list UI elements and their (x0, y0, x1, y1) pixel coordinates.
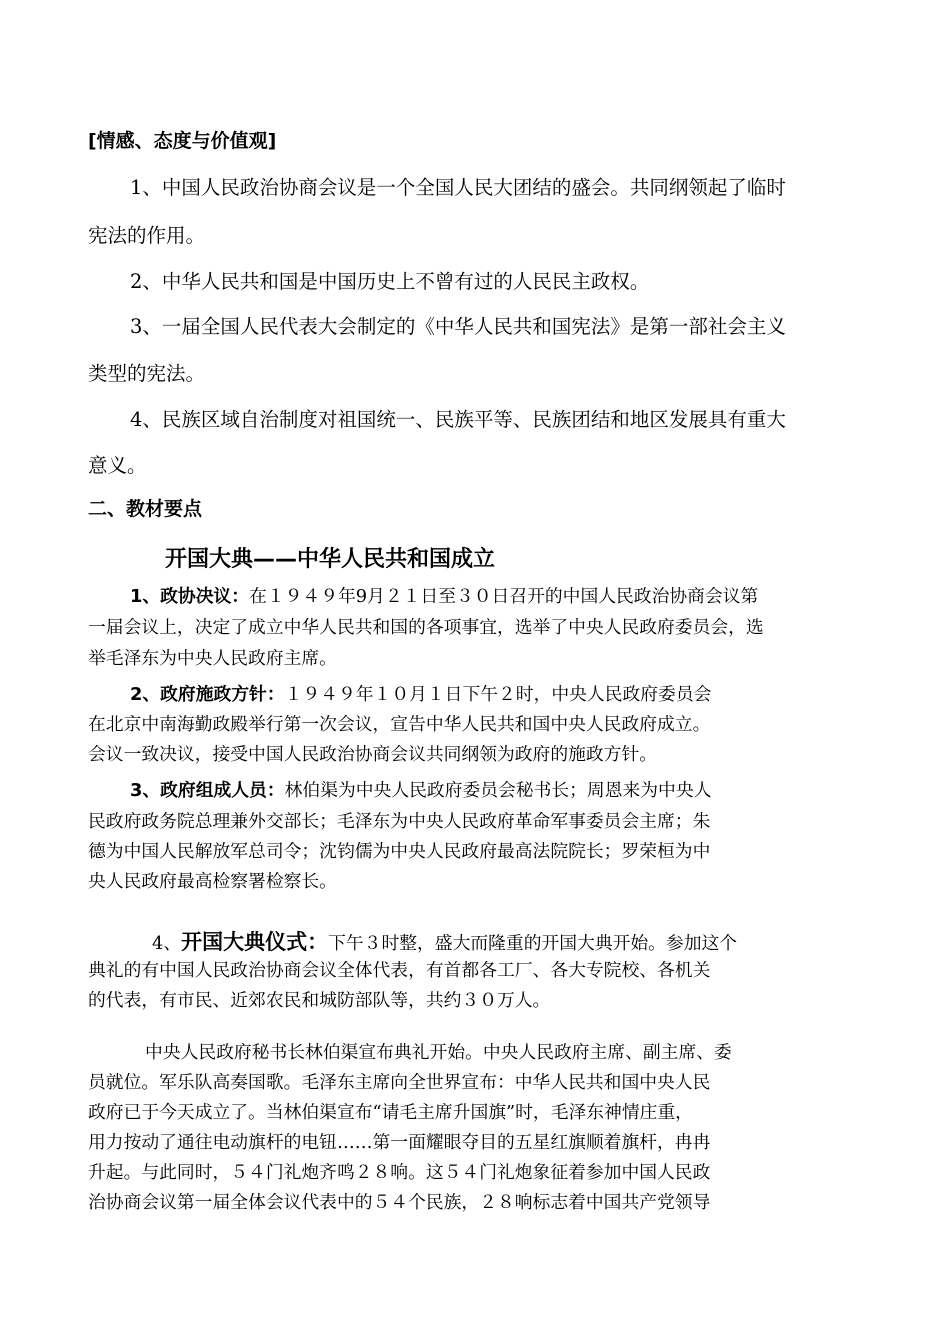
p1-text-1: 在１９４９年9月２１日至３０日召开的中国人民政治协商会议第 (249, 586, 759, 607)
attitude-item-4-line-1: 4、民族区域自治制度对祖国统一、民族平等、民族团结和地区发展具有重大 (130, 408, 786, 431)
p5-line-2: 员就位。军乐队高奏国歌。毛泽东主席向全世界宣布：中华人民共和国中央人民 (88, 1072, 711, 1093)
p2-term: 2、政府施政方针： (130, 684, 285, 705)
p5-line-3: 政府已于今天成立了。当林伯渠宣布“请毛主席升国旗”时，毛泽东神情庄重， (88, 1102, 693, 1123)
topic-title: 开国大典——中华人民共和国成立 (165, 547, 496, 572)
p3-term: 3、政府组成人员： (130, 780, 285, 801)
attitude-item-3-line-1: 3、一届全国人民代表大会制定的《中华人民共和国宪法》是第一部社会主义 (130, 315, 786, 338)
p4-number: 4、 (152, 933, 182, 954)
p3-line-4: 央人民政府最高检察署检察长。 (88, 871, 337, 892)
attitude-item-2-line-1: 2、中华人民共和国是中国历史上不曾有过的人民民主政权。 (130, 270, 650, 293)
section-heading-attitude: [情感、态度与价值观] (88, 130, 277, 152)
attitude-item-3-line-2: 类型的宪法。 (88, 362, 206, 385)
p3-text-1: 林伯渠为中央人民政府委员会秘书长；周恩来为中央人 (284, 780, 712, 801)
p3-line-2: 民政府政务院总理兼外交部长；毛泽东为中央人民政府革命军事委员会主席；朱 (88, 811, 711, 832)
p1-line-2: 一届会议上，决定了成立中华人民共和国的各项事宜，选举了中央人民政府委员会，选 (88, 617, 764, 638)
p4-line-1 (152, 926, 737, 956)
p5-line-6: 治协商会议第一届全体会议代表中的５４个民族，２８响标志着中国共产党领导 (88, 1192, 711, 1213)
p4-term: 开国大典仪式： (181, 930, 329, 954)
attitude-item-1-line-1: 1、中国人民政治协商会议是一个全国人民大团结的盛会。共同纲领起了临时 (130, 176, 786, 199)
p2-line-1 (130, 681, 711, 706)
p2-text-1: １９４９年１０月１日下午２时，中央人民政府委员会 (284, 684, 712, 705)
p3-line-3: 德为中国人民解放军总司令；沈钧儒为中央人民政府最高法院院长；罗荣桓为中 (88, 841, 711, 862)
p1-line-3: 举毛泽东为中央人民政府主席。 (88, 648, 337, 669)
p4-text-1: 下午３时整，盛大而隆重的开国大典开始。参加这个 (328, 933, 738, 954)
p1-line-1 (130, 583, 758, 608)
attitude-item-1-line-2: 宪法的作用。 (88, 224, 206, 247)
section-heading-points: 二、教材要点 (88, 498, 203, 520)
p5-line-1: 中央人民政府秘书长林伯渠宣布典礼开始。中央人民政府主席、副主席、委 (145, 1042, 732, 1063)
p4-line-3: 的代表，有市民、近郊农民和城防部队等，共约３０万人。 (88, 990, 551, 1011)
p5-line-5: 升起。与此同时，５４门礼炮齐鸣２８响。这５４门礼炮象征着参加中国人民政 (88, 1162, 711, 1183)
attitude-item-4-line-2: 意义。 (88, 454, 147, 477)
p3-line-1 (130, 777, 711, 802)
p5-line-4: 用力按动了通往电动旗杆的电钮……第一面耀眼夺目的五星红旗顺着旗杆，冉冉 (88, 1132, 711, 1153)
p4-line-2: 典礼的有中国人民政治协商会议全体代表，有首都各工厂、各大专院校、各机关 (88, 960, 711, 981)
p2-line-2: 在北京中南海勤政殿举行第一次会议，宣告中华人民共和国中央人民政府成立。 (88, 714, 711, 735)
p1-term: 1、政协决议： (130, 586, 250, 607)
p2-line-3: 会议一致决议，接受中国人民政治协商会议共同纲领为政府的施政方针。 (88, 744, 658, 765)
